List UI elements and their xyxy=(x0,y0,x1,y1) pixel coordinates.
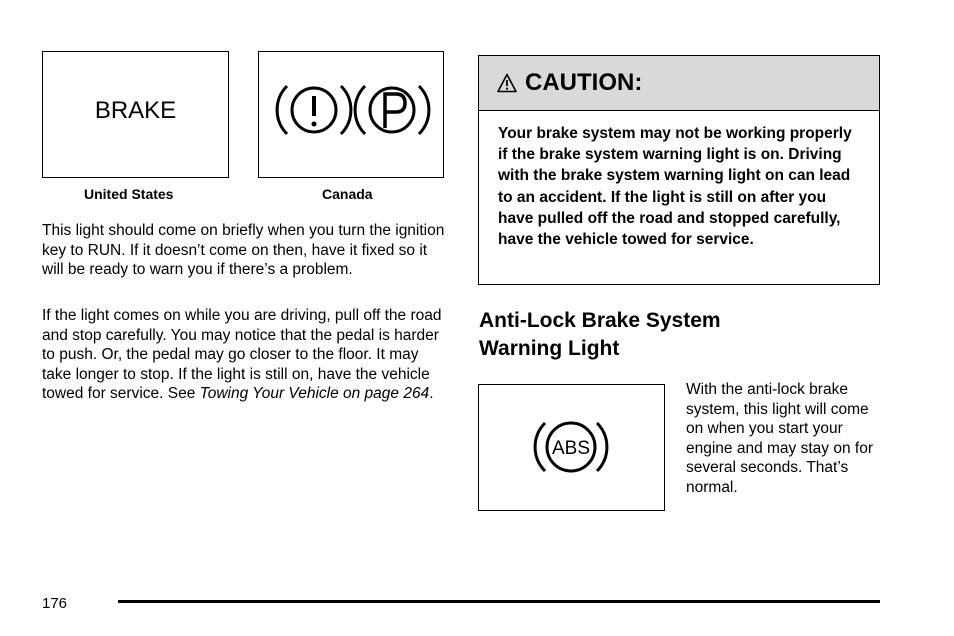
section-heading-line1: Anti-Lock Brake System xyxy=(479,309,721,332)
parking-brake-icon xyxy=(355,86,429,134)
towing-reference-link[interactable]: Towing Your Vehicle on page 264 xyxy=(199,385,430,403)
abs-label: ABS xyxy=(551,438,591,459)
abs-warning-icon xyxy=(479,385,663,509)
canada-brake-symbol-figure xyxy=(258,51,444,178)
section-heading-line2: Warning Light xyxy=(479,337,620,360)
exclamation-brake-icon xyxy=(277,86,351,134)
intro-paragraph: This light should come on briefly when you turn the ignition key to RUN. If it doesn’t come on then, have it fixed so it will be ready to warn you if there’s a problem. xyxy=(42,222,445,279)
us-caption: United States xyxy=(84,186,174,202)
abs-description: With the anti-lock brake system, this light will come on when you start your engine and may stay on for several seconds. That’s normal. xyxy=(686,381,873,496)
caution-box xyxy=(478,55,880,285)
warning-triangle-icon xyxy=(497,73,517,93)
page-number: 176 xyxy=(42,595,68,612)
canada-caption: Canada xyxy=(322,186,373,202)
driving-paragraph xyxy=(42,306,452,404)
section-heading xyxy=(479,307,779,363)
driving-paragraph-text: If the light comes on while you are driving, pull off the road and stop carefully. You may notice that the pedal is harder to push. Or, the pedal may go closer to the floor. It may take longer to stop. If the light is still on, have the vehicle towed for service. See xyxy=(42,307,442,403)
caution-header xyxy=(479,56,879,111)
us-brake-symbol-figure xyxy=(42,51,229,178)
footer-divider xyxy=(118,600,880,603)
driving-paragraph-end: . xyxy=(429,385,434,403)
brake-warning-icons xyxy=(259,52,442,176)
caution-text: Your brake system may not be working properly if the brake system warning light is on. Driving with the brake system warning light on can lead to an accident. If the light is still on after you have pulled off the road and stopped carefully, have the vehicle towed for service. xyxy=(498,125,852,249)
caution-title: CAUTION: xyxy=(525,69,643,96)
brake-label: BRAKE xyxy=(94,97,177,124)
abs-symbol-figure xyxy=(478,384,665,511)
